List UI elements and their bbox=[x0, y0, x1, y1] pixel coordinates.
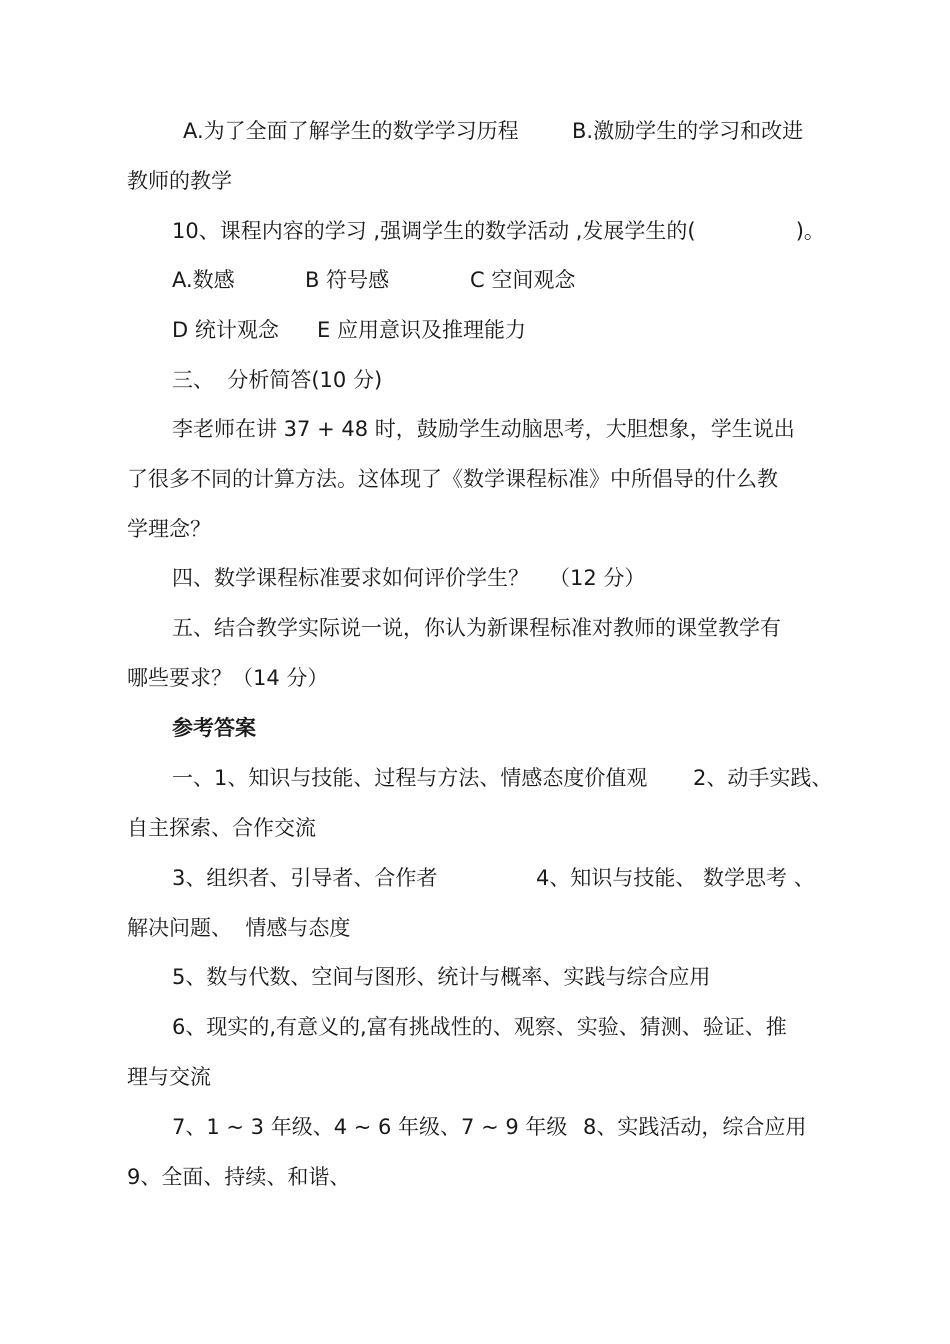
option-a-line: A.为了全面了解学生的数学学习历程 bbox=[183, 119, 519, 143]
answer-line: 解决问题、 情感与态度 bbox=[127, 916, 351, 940]
text-line: 教师的教学 bbox=[127, 169, 232, 193]
answer-line: 7、1 ~ 3 年级、4 ~ 6 年级、7 ~ 9 年级 bbox=[172, 1115, 568, 1139]
answer-line: 一、1、知识与技能、过程与方法、情感态度价值观 bbox=[172, 766, 648, 790]
choice-b: B 符号感 bbox=[305, 268, 390, 292]
choice-a: A.数感 bbox=[172, 268, 235, 292]
answer-key-heading: 参考答案 bbox=[172, 716, 256, 740]
paragraph-line: 学理念？ bbox=[127, 517, 211, 541]
paragraph-line: 了很多不同的计算方法。这体现了《数学课程标准》中所倡导的什么教 bbox=[127, 467, 778, 491]
section-five-heading: 五、结合教学实际说一说，你认为新课程标准对教师的课堂教学有 bbox=[172, 616, 781, 640]
choice-e: E 应用意识及推理能力 bbox=[317, 318, 526, 342]
answer-line: 6、现实的,有意义的,富有挑战性的、观察、实验、猜测、验证、推 bbox=[172, 1015, 787, 1039]
answer-line: 4、知识与技能、 数学思考 、 bbox=[536, 866, 815, 890]
answer-line: 2、动手实践、 bbox=[693, 766, 833, 790]
answer-line: 自主探索、合作交流 bbox=[127, 816, 316, 840]
paragraph-line: 李老师在讲 37 + 48 时，鼓励学生动脑思考，大胆想象，学生说出 bbox=[172, 417, 795, 441]
option-b-line: B.激励学生的学习和改进 bbox=[572, 119, 804, 143]
section-three-heading: 三、 分析简答(10 分) bbox=[172, 368, 383, 392]
choice-d: D 统计观念 bbox=[172, 318, 279, 342]
answer-line: 9、全面、持续、和谐、 bbox=[127, 1165, 351, 1189]
choice-c: C 空间观念 bbox=[470, 268, 576, 292]
answer-line: 8、实践活动，综合应用 bbox=[583, 1115, 807, 1139]
section-four-heading: 四、数学课程标准要求如何评价学生？ （12 分） bbox=[172, 566, 646, 590]
answer-line: 3、组织者、引导者、合作者 bbox=[172, 866, 438, 890]
question-10: 10、课程内容的学习 ,强调学生的数学活动 ,发展学生的( )。 bbox=[172, 219, 825, 243]
paragraph-line: 哪些要求？（14 分） bbox=[127, 666, 329, 690]
answer-line: 5、数与代数、空间与图形、统计与概率、实践与综合应用 bbox=[172, 965, 711, 989]
answer-line: 理与交流 bbox=[127, 1065, 211, 1089]
